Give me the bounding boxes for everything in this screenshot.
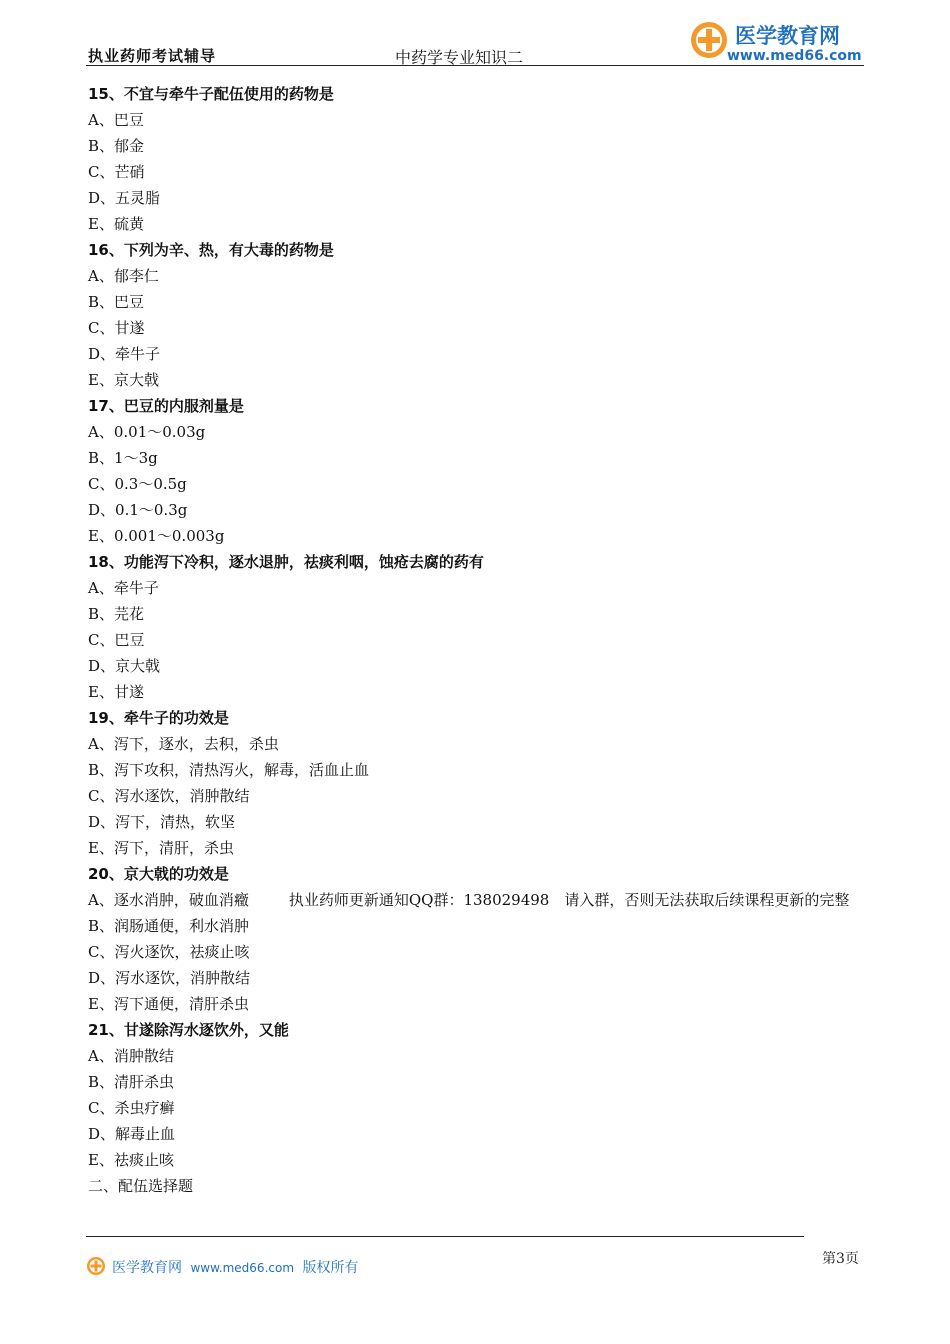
answer-option: E、祛痰止咳 (88, 1151, 174, 1169)
answer-option: B、芫花 (88, 605, 145, 623)
answer-option: D、五灵脂 (88, 189, 161, 207)
answer-option: C、甘遂 (88, 319, 145, 337)
answer-option: D、京大戟 (88, 657, 161, 675)
header-subject-title: 中药学专业知识二 (395, 48, 524, 67)
question-stem: 20、京大戟的功效是 (88, 865, 229, 883)
answer-option-text: A、逐水消肿，破血消癥 (88, 891, 249, 909)
answer-option: C、芒硝 (88, 163, 145, 181)
answer-option: B、郁金 (88, 137, 145, 155)
answer-option: B、清肝杀虫 (88, 1073, 175, 1091)
footer-copyright (112, 1257, 358, 1277)
answer-option: A、0.01～0.03g (88, 423, 206, 441)
header-divider (86, 65, 864, 66)
answer-option: 二、配伍选择题 (88, 1177, 194, 1195)
answer-option: E、0.001～0.003g (88, 527, 225, 545)
answer-option: A、巴豆 (88, 111, 144, 129)
header-exam-title: 执业药师考试辅导 (88, 47, 217, 65)
answer-option: D、泻水逐饮，消肿散结 (88, 969, 251, 987)
answer-option: E、泻下通便，清肝杀虫 (88, 995, 249, 1013)
question-stem: 16、下列为辛、热，有大毒的药物是 (88, 241, 334, 259)
answer-option: D、牵牛子 (88, 345, 161, 363)
answer-option: D、泻下，清热，软坚 (88, 813, 236, 831)
question-stem: 18、功能泻下冷积，逐水退肿，祛痰利咽，蚀疮去腐的药有 (88, 553, 484, 571)
answer-option: C、杀虫疗癣 (88, 1099, 175, 1117)
answer-option: B、泻下攻积，清热泻火，解毒，活血止血 (88, 761, 370, 779)
logo-url[interactable]: www.med66.com (727, 48, 862, 64)
footer-divider (86, 1236, 804, 1237)
site-logo[interactable] (689, 20, 865, 66)
answer-option: A、牵牛子 (88, 579, 159, 597)
answer-option: C、泻火逐饮，祛痰止咳 (88, 943, 250, 961)
question-stem: 15、不宜与牵牛子配伍使用的药物是 (88, 85, 334, 103)
logo-title: 医学教育网 (735, 24, 840, 48)
question-stem: 19、牵牛子的功效是 (88, 709, 229, 727)
question-stem: 21、甘遂除泻水逐饮外，又能 (88, 1021, 289, 1039)
question-list (88, 81, 870, 1199)
footer-copyright-text: 版权所有 (302, 1260, 359, 1276)
medical-cross-logo-icon (689, 20, 729, 60)
answer-option: C、巴豆 (88, 631, 145, 649)
answer-option: B、巴豆 (88, 293, 145, 311)
answer-option: D、0.1～0.3g (88, 501, 188, 519)
answer-option: A、消肿散结 (88, 1047, 174, 1065)
answer-option: C、0.3～0.5g (88, 475, 187, 493)
answer-option: B、1～3g (88, 449, 158, 467)
answer-option: A、泻下，逐水，去积，杀虫 (88, 735, 279, 753)
footer-site-url[interactable]: www.med66.com (190, 1261, 295, 1275)
answer-option: E、甘遂 (88, 683, 144, 701)
page-number: 第3页 (822, 1251, 859, 1267)
answer-option: A、郁李仁 (88, 267, 159, 285)
answer-option: B、润肠通便，利水消肿 (88, 917, 250, 935)
answer-option: E、京大戟 (88, 371, 159, 389)
question-stem: 17、巴豆的内服剂量是 (88, 397, 244, 415)
footer-logo-icon (86, 1256, 106, 1276)
answer-option: E、硫黄 (88, 215, 144, 233)
footer-site-name: 医学教育网 (112, 1260, 182, 1276)
answer-option-with-notice (88, 887, 870, 913)
answer-option: E、泻下，清肝，杀虫 (88, 839, 234, 857)
answer-option: C、泻水逐饮，消肿散结 (88, 787, 250, 805)
qq-group-notice: 执业药师更新通知QQ群：138029498 请入群，否则无法获取后续课程更新的完整 (288, 891, 850, 909)
answer-option: D、解毒止血 (88, 1125, 176, 1143)
